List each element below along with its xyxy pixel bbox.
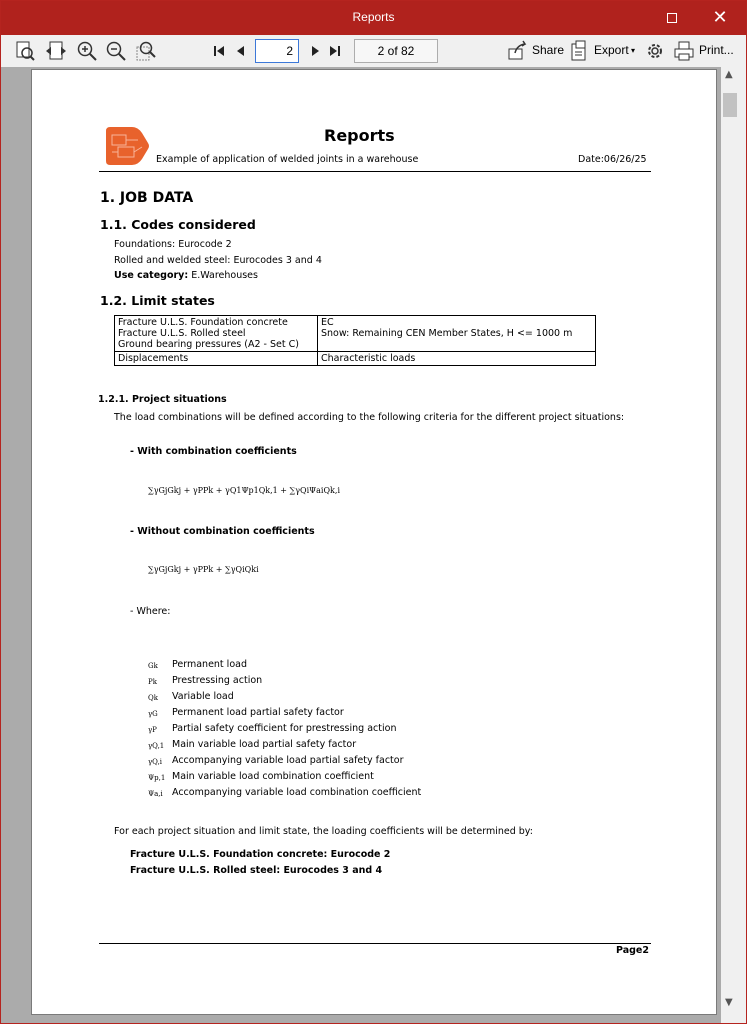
company-logo — [104, 125, 150, 167]
zoom-out-icon[interactable] — [104, 39, 128, 63]
scrollbar-thumb[interactable] — [723, 93, 737, 117]
use-category-value: E.Warehouses — [191, 270, 258, 281]
maximize-button[interactable] — [649, 1, 695, 35]
zoom-region-icon[interactable] — [134, 39, 158, 63]
page-number-input[interactable]: 2 — [255, 39, 299, 63]
definition-symbol: Qk — [148, 694, 158, 702]
report-date: Date:06/26/25 — [578, 154, 647, 165]
fit-width-icon[interactable] — [44, 39, 68, 63]
table-cell-text: Ground bearing pressures (A2 - Set C) — [118, 339, 299, 350]
table-cell — [115, 316, 318, 352]
table-row — [115, 352, 596, 366]
toolbar — [1, 35, 746, 67]
definition-symbol: Pk — [148, 678, 157, 686]
definition-symbol: γQ,1 — [148, 742, 165, 750]
table-cell-text: Snow: Remaining CEN Member States, H <= 1000 m — [321, 328, 573, 339]
use-category — [114, 270, 258, 281]
page-count-display: 2 of 82 — [354, 39, 438, 63]
print-icon[interactable] — [672, 39, 696, 63]
definition-symbol: Ψa,i — [148, 790, 163, 798]
definition-symbol: Ψp,1 — [148, 774, 166, 782]
limit-states-table — [114, 315, 596, 366]
intro-paragraph: The load combinations will be defined according to the following criteria for the different project situations: — [114, 412, 625, 423]
section-heading-codes: 1.1. Codes considered — [100, 217, 256, 232]
export-dropdown-icon[interactable]: ▾ — [631, 46, 636, 55]
scroll-up-icon[interactable]: ▲ — [725, 69, 733, 80]
table-row — [115, 316, 596, 352]
share-icon[interactable] — [506, 39, 530, 63]
codes-steel: Rolled and welded steel: Eurocodes 3 and 4 — [114, 255, 322, 266]
formula-without-coefficients: ∑γGjGkj + γPPk + ∑γQiQki — [148, 565, 259, 574]
section-heading-project-situations: 1.2.1. Project situations — [98, 394, 227, 405]
section-heading-job-data: 1. JOB DATA — [100, 190, 194, 206]
definition-text: Variable load — [172, 691, 234, 702]
fracture-foundation-concrete: Fracture U.L.S. Foundation concrete: Eurocode 2 — [130, 849, 391, 860]
definition-symbol: γG — [148, 710, 158, 718]
table-cell: Characteristic loads — [318, 352, 596, 366]
table-cell-text: Fracture U.L.S. Rolled steel — [118, 328, 246, 339]
share-button[interactable]: Share — [532, 43, 565, 57]
use-category-label: Use category: — [114, 270, 189, 281]
title-bar[interactable] — [1, 1, 746, 35]
closing-paragraph: For each project situation and limit state, the loading coefficients will be determined by: — [114, 826, 533, 837]
first-page-icon[interactable] — [207, 39, 231, 63]
close-icon: ✕ — [712, 7, 728, 28]
scroll-down-icon[interactable]: ▼ — [725, 997, 733, 1008]
table-cell: Displacements — [115, 352, 318, 366]
previous-page-icon[interactable] — [229, 39, 253, 63]
definition-text: Prestressing action — [172, 675, 263, 686]
without-coefficients-heading: - Without combination coefficients — [130, 526, 315, 537]
definition-symbol: γQ,i — [148, 758, 163, 766]
definition-symbol: Gk — [148, 662, 158, 670]
definition-text: Accompanying variable load partial safety factor — [172, 755, 404, 766]
definition-symbol: γP — [148, 726, 157, 734]
vertical-scrollbar[interactable] — [721, 67, 746, 1023]
formula-with-coefficients: ∑γGjGkj + γPPk + γQ1Ψp1Qk,1 + ∑γQiΨaiQk,i — [148, 486, 340, 495]
footer-divider — [99, 943, 651, 944]
report-page — [31, 69, 717, 1015]
zoom-in-icon[interactable] — [75, 39, 99, 63]
fracture-rolled-steel: Fracture U.L.S. Rolled steel: Eurocodes 3 and 4 — [130, 865, 383, 876]
table-cell-text: Fracture U.L.S. Foundation concrete — [118, 317, 288, 328]
window-title: Reports — [352, 10, 395, 24]
print-button[interactable]: Print... — [699, 43, 734, 57]
report-subtitle: Example of application of welded joints in a warehouse — [156, 154, 419, 165]
definition-text: Permanent load partial safety factor — [172, 707, 344, 718]
report-title: Reports — [324, 126, 395, 145]
footer-page-number: Page2 — [616, 945, 649, 956]
zoom-page-icon[interactable] — [13, 39, 37, 63]
definition-text: Permanent load — [172, 659, 247, 670]
codes-foundations: Foundations: Eurocode 2 — [114, 239, 232, 250]
table-cell — [318, 316, 596, 352]
header-divider — [99, 171, 651, 172]
definition-text: Main variable load combination coefficient — [172, 771, 374, 782]
table-cell-text: EC — [321, 317, 334, 328]
maximize-icon — [667, 13, 677, 23]
close-button[interactable] — [697, 1, 743, 35]
with-coefficients-heading: - With combination coefficients — [130, 446, 297, 457]
where-label: - Where: — [130, 606, 171, 617]
section-heading-limit-states: 1.2. Limit states — [100, 293, 215, 308]
settings-icon[interactable] — [643, 39, 667, 63]
export-icon[interactable] — [568, 39, 592, 63]
definition-text: Main variable load partial safety factor — [172, 739, 357, 750]
export-button[interactable]: Export — [594, 43, 629, 57]
definition-text: Partial safety coefficient for prestressing action — [172, 723, 397, 734]
last-page-icon[interactable] — [323, 39, 347, 63]
definition-text: Accompanying variable load combination coefficient — [172, 787, 422, 798]
